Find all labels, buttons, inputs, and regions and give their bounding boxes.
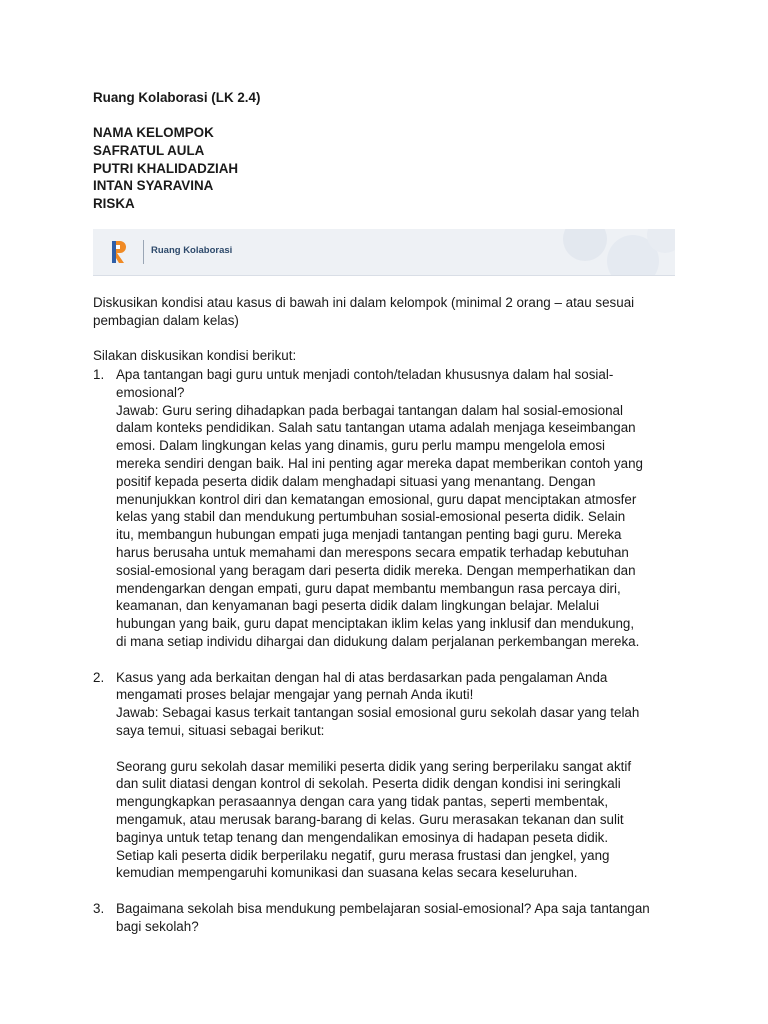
case-line: mengamuk, atau merusak barang-barang di kelas. Guru merasakan tekanan dan sulit	[116, 811, 624, 827]
answer-line: keamanan, dan kenyamanan bagi peserta didik dalam lingkungan belajar. Melalui	[116, 598, 600, 614]
question-text	[116, 366, 683, 402]
answer-line: hubungan yang baik, guru dapat menciptakan iklim kelas yang inklusif dan mendukung,	[116, 616, 635, 632]
question-line: bagi sekolah?	[116, 918, 199, 934]
spacer	[93, 882, 683, 900]
question-list	[93, 366, 683, 936]
answer-line: Jawab: Guru sering dihadapkan pada berbagai tantangan dalam hal sosial-emosional	[116, 402, 623, 418]
question-line: Bagaimana sekolah bisa mendukung pembelajaran sosial-emosional? Apa saja tantangan	[116, 900, 650, 916]
answer-line: positif kepada peserta didik dalam menghadapi situasi yang menantang. Dengan	[116, 473, 596, 489]
question-line: mengamati proses belajar mengajar yang pernah Anda ikuti!	[116, 687, 474, 703]
answer-line: Jawab: Sebagai kasus terkait tantangan sosial emosional guru sekolah dasar yang telah	[116, 705, 640, 721]
question-line: Kasus yang ada berkaitan dengan hal di atas berdasarkan pada pengalaman Anda	[116, 669, 608, 685]
answer-line: mereka sendiri dengan baik. Hal ini penting agar mereka dapat memberikan contoh yang	[116, 455, 644, 471]
answer-line: sosial-emosional yang beragam dari peserta didik mereka. Dengan memperhatikan dan	[116, 562, 636, 578]
banner-decoration-icon	[555, 229, 675, 275]
list-item	[93, 366, 683, 651]
list-item	[93, 900, 683, 936]
item-number: 1.	[93, 367, 105, 382]
ruang-kolaborasi-banner	[93, 229, 675, 276]
answer-text	[116, 402, 683, 651]
intro-paragraph	[93, 294, 683, 330]
group-member: PUTRI KHALIDADZIAH	[93, 160, 239, 176]
question-line: Apa tantangan bagi guru untuk menjadi contoh/teladan khususnya dalam hal sosial-	[116, 367, 614, 382]
answer-line: saya temui, situasi sebagai berikut:	[116, 722, 325, 738]
lead-text: Silakan diskusikan kondisi berikut:	[93, 348, 297, 363]
answer-line: mendengarkan dengan empati, guru dapat membantu membangun rasa percaya diri,	[116, 580, 621, 596]
answer-line: menunjukkan kontrol diri dan kematangan emosional, guru dapat menciptakan atmosfer	[116, 491, 637, 507]
answer-line: itu, membangun hubungan empati juga menjadi tantangan penting bagi guru. Mereka	[116, 527, 622, 543]
group-block	[93, 124, 238, 213]
banner-separator	[143, 240, 144, 264]
spacer	[116, 740, 683, 758]
intro-line: pembagian dalam kelas)	[93, 312, 239, 328]
item-number: 3.	[93, 900, 105, 916]
question-text	[116, 900, 683, 936]
list-item	[93, 669, 683, 883]
answer-line: dalam konteks pendidikan. Salah satu tantangan utama adalah menjaga keseimbangan	[116, 420, 636, 436]
answer-line: di mana setiap individu dihargai dan didukung dalam perjalanan perkembangan mereka.	[116, 633, 640, 649]
case-line: baginya untuk tetap tenang dan mengendalikan emosinya di hadapan peseta didik.	[116, 829, 609, 845]
group-member: RISKA	[93, 196, 135, 212]
question-line: emosional?	[116, 384, 185, 400]
group-heading: NAMA KELOMPOK	[93, 125, 214, 140]
banner-label: Ruang Kolaborasi	[151, 245, 233, 256]
document-title: Ruang Kolaborasi (LK 2.4)	[93, 90, 261, 105]
intro-line: Diskusikan kondisi atau kasus di bawah ini dalam kelompok (minimal 2 orang – atau sesuai	[93, 295, 635, 310]
case-line: dan sulit diatasi dengan kontrol di sekolah. Peserta didik dengan kondisi ini seringkali	[116, 776, 621, 792]
case-line: Seorang guru sekolah dasar memiliki peserta didik yang sering berperilaku sangat aktif	[116, 758, 632, 774]
case-text	[116, 758, 683, 883]
answer-line: emosi. Dalam lingkungan kelas yang dinamis, guru perlu mampu mengelola emosi	[116, 438, 606, 454]
item-number: 2.	[93, 669, 105, 685]
answer-line: harus berusaha untuk memahami dan merespons secara empatik terhadap kebutuhan	[116, 544, 629, 560]
answer-line: kelas yang stabil dan mendukung pertumbuhan sosial-emosional peserta didik. Selain	[116, 509, 626, 525]
ruang-kolaborasi-logo-icon	[109, 239, 129, 265]
question-text	[116, 669, 683, 705]
case-line: Setiap kali peserta didik berperilaku negatif, guru merasa frustasi dan jengkel, yang	[116, 847, 610, 863]
spacer	[93, 651, 683, 669]
group-member: SAFRATUL AULA	[93, 142, 205, 158]
group-member: INTAN SYARAVINA	[93, 178, 214, 194]
case-line: mengungkapkan perasaannya dengan cara yang tidak pantas, seperti membentak,	[116, 794, 609, 810]
answer-text	[116, 704, 683, 740]
case-line: kemudian mempengaruhi komunikasi dan suasana kelas secara keseluruhan.	[116, 865, 578, 881]
